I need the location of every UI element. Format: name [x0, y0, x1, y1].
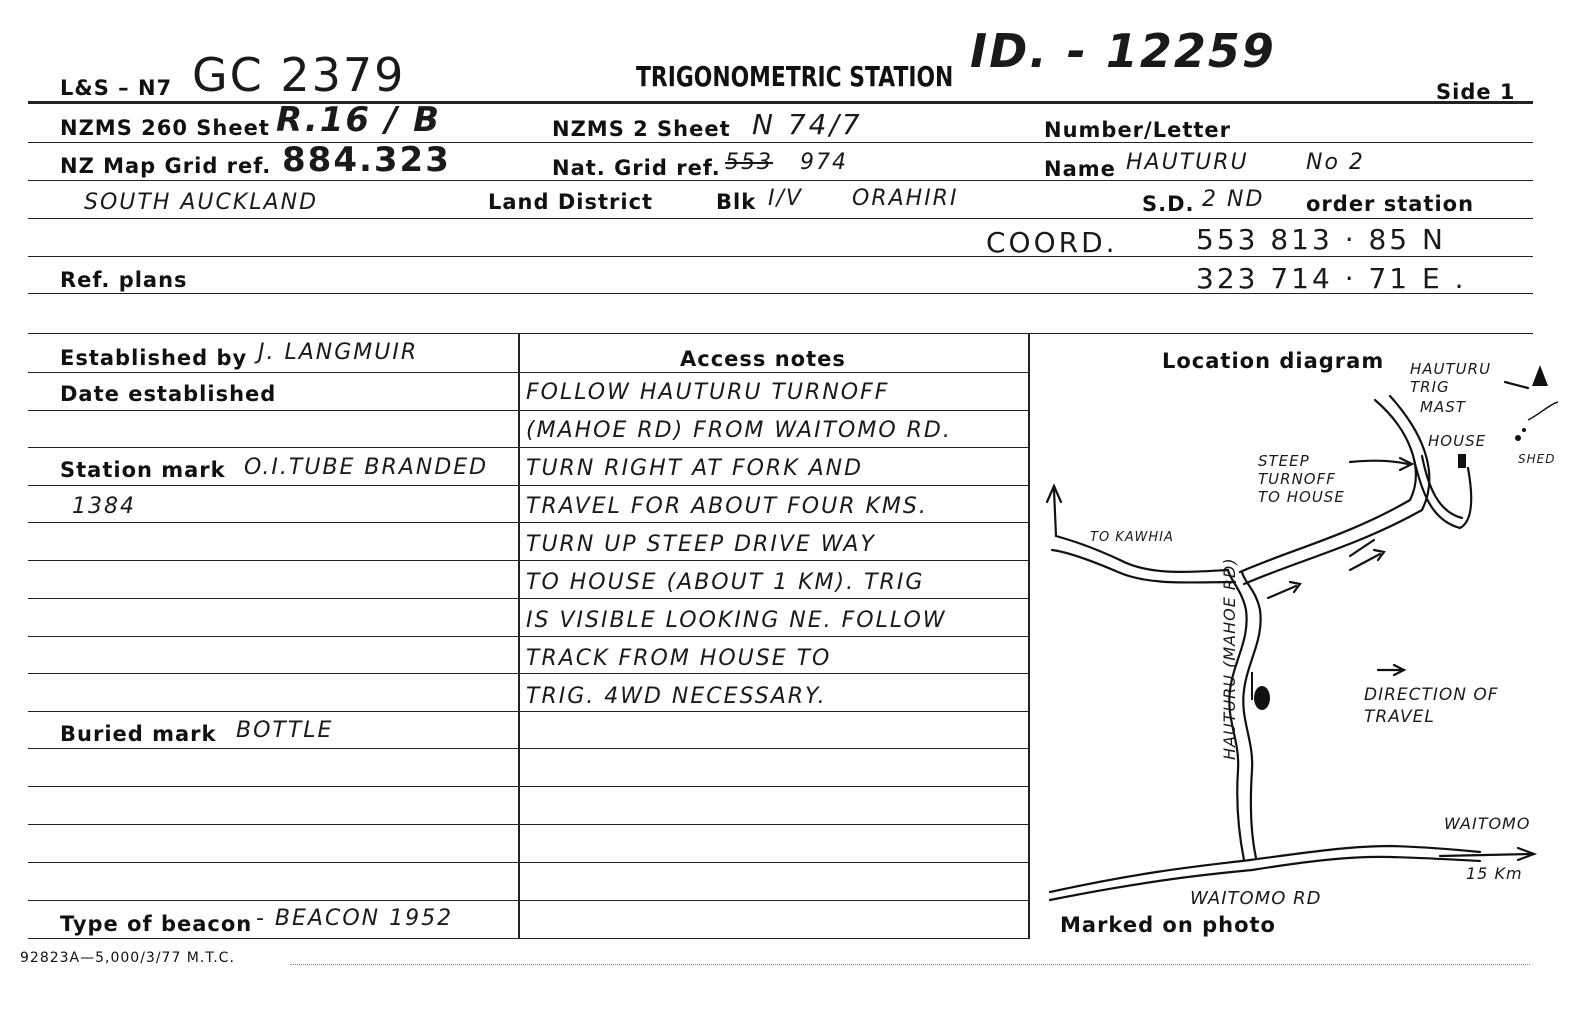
grid-rule: [28, 636, 1028, 637]
land-district-value: SOUTH AUCKLAND: [84, 190, 319, 215]
nzms260-value: R.16 / B: [276, 100, 442, 140]
header-rule: [28, 101, 1533, 104]
label-mast: MAST: [1420, 398, 1466, 416]
buried-mark-label: Buried mark: [60, 722, 217, 746]
name-label: Name: [1044, 157, 1116, 181]
side-label: Side 1: [1436, 80, 1516, 104]
grid-rule: [28, 560, 1028, 561]
row3-rule: [28, 218, 1533, 219]
label-distance: 15 Km: [1466, 864, 1523, 883]
label-waitomo: WAITOMO: [1444, 814, 1531, 833]
bottom-dotted-edge: [290, 964, 1530, 965]
name-number: No 2: [1306, 150, 1365, 175]
grid-ref-label: NZ Map Grid ref.: [60, 154, 272, 178]
form-code: L&S – N7: [60, 76, 173, 100]
grid-rule: [28, 711, 1028, 712]
label-hauturu-road: HAUTURU (MAHOE RD): [1220, 557, 1239, 760]
coord-label: COORD.: [986, 226, 1118, 259]
blk-label: Blk: [716, 190, 757, 214]
location-diagram-sketch: [1030, 360, 1570, 920]
access-line: (MAHOE RD) FROM WAITOMO RD.: [526, 418, 952, 443]
card-title: TRIGONOMETRIC STATION: [636, 60, 954, 93]
label-trig: HAUTURU TRIG: [1410, 360, 1492, 396]
lower-top-rule: [28, 333, 1533, 334]
nat-grid-value: 974: [800, 150, 848, 175]
sd-value: 2 ND: [1202, 187, 1265, 212]
grid-rule: [28, 786, 1028, 787]
nzms2-label: NZMS 2 Sheet: [552, 117, 731, 141]
grid-rule: [28, 748, 1028, 749]
blk-name: ORAHIRI: [852, 186, 959, 211]
station-id: GC 2379: [192, 48, 406, 102]
established-by-label: Established by: [60, 346, 248, 370]
access-line: TRIG. 4WD NECESSARY.: [526, 684, 827, 709]
grid-rule: [28, 372, 1028, 373]
label-house: HOUSE: [1428, 432, 1487, 450]
row5-rule: [28, 293, 1533, 294]
grid-rule: [28, 410, 1028, 411]
grid-rule: [28, 447, 1028, 448]
beacon-value: - BEACON 1952: [256, 906, 454, 931]
access-line: TRACK FROM HOUSE TO: [526, 646, 832, 671]
ref-plans-label: Ref. plans: [60, 268, 188, 292]
row1-rule: [28, 142, 1533, 143]
location-diagram-heading: Location diagram: [1162, 349, 1385, 373]
beacon-label: Type of beacon: [60, 912, 253, 936]
label-to-kawhia: TO KAWHIA: [1090, 530, 1174, 545]
nat-grid-struck: 553: [725, 150, 773, 175]
print-code: 92823A—5,000/3/77 M.T.C.: [20, 950, 235, 966]
grid-rule: [28, 938, 1028, 939]
grid-rule: [28, 485, 1028, 486]
row2-rule: [28, 180, 1533, 181]
access-notes-heading: Access notes: [680, 347, 846, 371]
row4-rule: [28, 256, 1533, 257]
marked-on-photo: Marked on photo: [1060, 913, 1276, 937]
buried-mark-value: BOTTLE: [236, 718, 334, 743]
grid-ref-value: 884.323: [282, 140, 451, 180]
nat-grid-label: Nat. Grid ref.: [552, 156, 721, 180]
station-mark-label: Station mark: [60, 458, 226, 482]
record-id: ID. - 12259: [970, 24, 1276, 78]
label-waitomo-rd: WAITOMO RD: [1190, 888, 1322, 909]
access-line: TURN RIGHT AT FORK AND: [526, 456, 864, 481]
station-mark-number: 1384: [72, 494, 136, 519]
coord-north: 553 813 · 85 N: [1196, 223, 1446, 256]
access-line: TURN UP STEEP DRIVE WAY: [526, 532, 876, 557]
grid-rule: [28, 824, 1028, 825]
coord-east: 323 714 · 71 E .: [1196, 262, 1467, 295]
blk-value: I/V: [768, 186, 803, 211]
station-mark-value: O.I.TUBE BRANDED: [244, 455, 489, 480]
label-shed: SHED: [1518, 452, 1556, 466]
order-label: order station: [1306, 192, 1475, 216]
label-direction-of-travel: DIRECTION OF TRAVEL: [1364, 685, 1499, 727]
nzms260-label: NZMS 260 Sheet: [60, 116, 270, 140]
grid-rule: [28, 598, 1028, 599]
land-district-label: Land District: [488, 190, 654, 214]
number-letter-label: Number/Letter: [1044, 118, 1232, 142]
grid-rule: [28, 673, 1028, 674]
grid-rule: [28, 522, 1028, 523]
nzms2-value: N 74/7: [752, 108, 863, 141]
established-by-value: J. LANGMUIR: [258, 340, 419, 365]
access-line: IS VISIBLE LOOKING NE. FOLLOW: [526, 608, 947, 633]
name-value: HAUTURU: [1126, 150, 1249, 175]
access-line: TRAVEL FOR ABOUT FOUR KMS.: [526, 494, 928, 519]
sd-label: S.D.: [1142, 192, 1195, 216]
label-steep-turnoff: STEEP TURNOFF TO HOUSE: [1258, 452, 1345, 506]
grid-rule: [28, 900, 1028, 901]
access-line: TO HOUSE (ABOUT 1 KM). TRIG: [526, 570, 925, 595]
date-established-label: Date established: [60, 382, 277, 406]
grid-rule: [28, 862, 1028, 863]
access-line: FOLLOW HAUTURU TURNOFF: [526, 380, 890, 405]
